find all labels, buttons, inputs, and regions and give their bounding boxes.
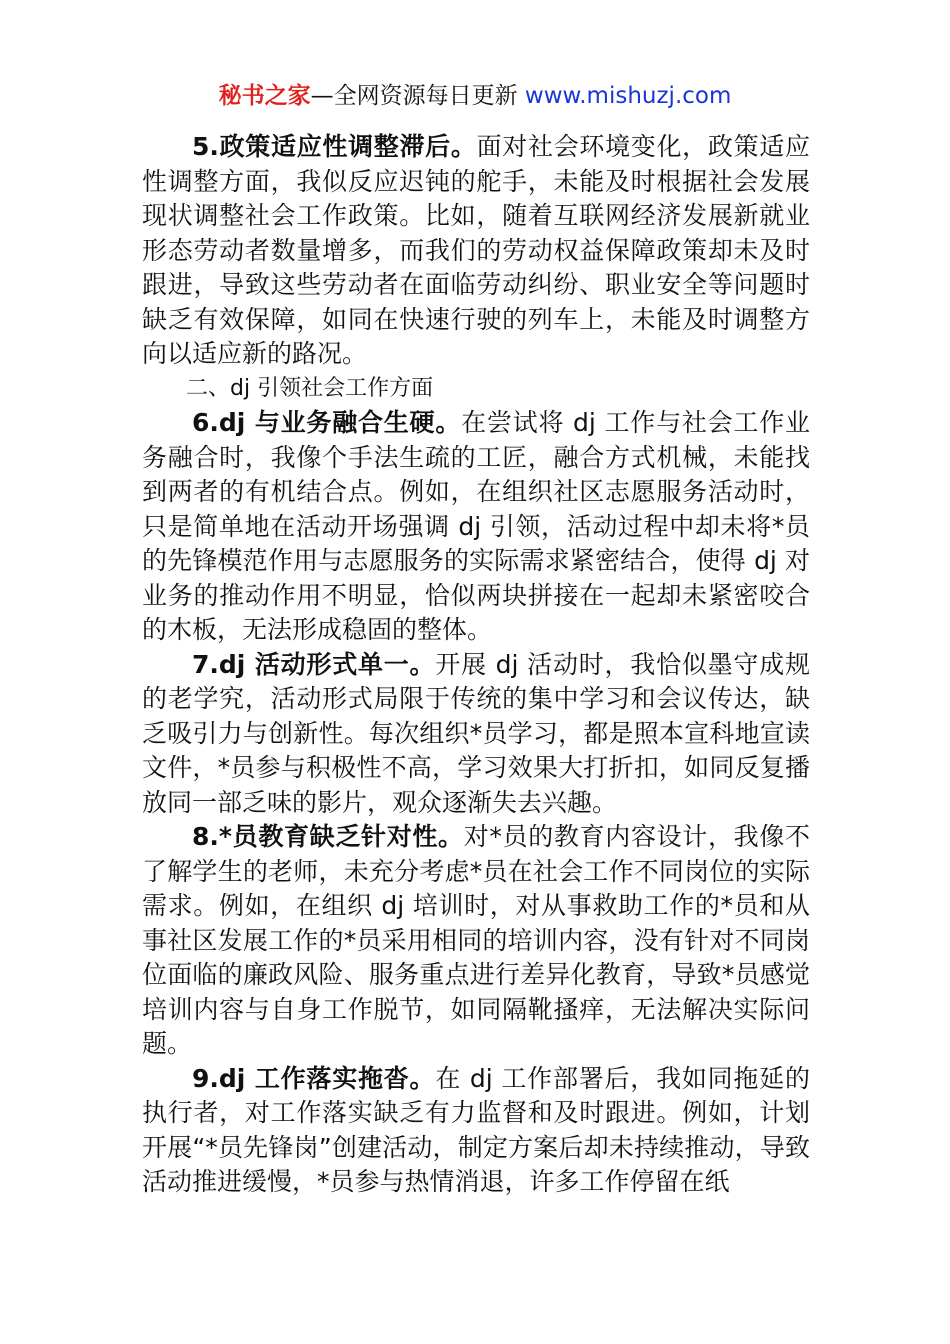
paragraph-lead: 6.dj 与业务融合生硬。 [192, 408, 462, 437]
paragraph-5 [142, 130, 810, 372]
paragraph-9 [142, 1062, 810, 1200]
paragraph-text: 开展 dj 活动时，我恰似墨守成规的老学究，活动形式局限于传统的集中学习和会议传达，缺乏吸引力与创新性。每次组织*员学习，都是照本宣科地宣读文件，*员参与积极性不高，学习效果大打折扣，如同反复播放同一部乏味的影片，观众逐渐失去兴趣。 [142, 649, 810, 817]
section-heading: 二、dj 引领社会工作方面 [186, 375, 434, 401]
site-brand: 秘书之家 [218, 83, 311, 109]
paragraph-text: 面对社会环境变化，政策适应性调整方面，我似反应迟钝的舵手，未能及时根据社会发展现状调整社会工作政策。比如，随着互联网经济发展新就业形态劳动者数量增多，而我们的劳动权益保障政策却未及时跟进，导致这些劳动者在面临劳动纠纷、职业安全等问题时缺乏有效保障，如同在快速行驶的列车上，未能及时调整方向以适应新的路况。 [142, 132, 810, 368]
site-url-link[interactable]: www.mishuzj.com [524, 83, 732, 109]
paragraph-6 [142, 406, 810, 648]
site-tagline: —全网资源每日更新 [310, 83, 518, 109]
paragraph-text: 对*员的教育内容设计，我像不了解学生的老师，未充分考虑*员在社会工作不同岗位的实际需求。例如，在组织 dj 培训时，对从事救助工作的*员和从事社区发展工作的*员采用相同的培训内容，没有针对不同岗位面临的廉政风险、服务重点进行差异化教育，导致*员感觉培训内容与自身工作脱节，如同隔靴搔痒，无法解决实际问题。 [142, 822, 810, 1058]
paragraph-lead: 8.*员教育缺乏针对性。 [192, 822, 464, 851]
paragraph-text: 在 dj 工作部署后，我如同拖延的执行者，对工作落实缺乏有力监督和及时跟进。例如，计划开展“*员先锋岗”创建活动，制定方案后却未持续推动，导致活动推进缓慢，*员参与热情消退，许多工作停留在纸 [142, 1063, 810, 1196]
paragraph-lead: 9.dj 工作落实拖沓。 [192, 1063, 436, 1093]
site-header [0, 80, 950, 112]
paragraph-lead: 5.政策适应性调整滞后。 [192, 132, 477, 161]
paragraph-8 [142, 820, 810, 1062]
paragraph-lead: 7.dj 活动形式单一。 [192, 649, 436, 679]
paragraph-7 [142, 648, 810, 821]
paragraph-text: 在尝试将 dj 工作与社会工作业务融合时，我像个手法生疏的工匠，融合方式机械，未能找到两者的有机结合点。例如，在组织社区志愿服务活动时，只是简单地在活动开场强调 dj 引领，活动过程中却未将*员的先锋模范作用与志愿服务的实际需求紧密结合，使得 dj 对业务的推动作用不明显，恰似两块拼接在一起却未紧密咬合的木板，无法形成稳固的整体。 [142, 408, 810, 644]
document-body [142, 130, 810, 1200]
